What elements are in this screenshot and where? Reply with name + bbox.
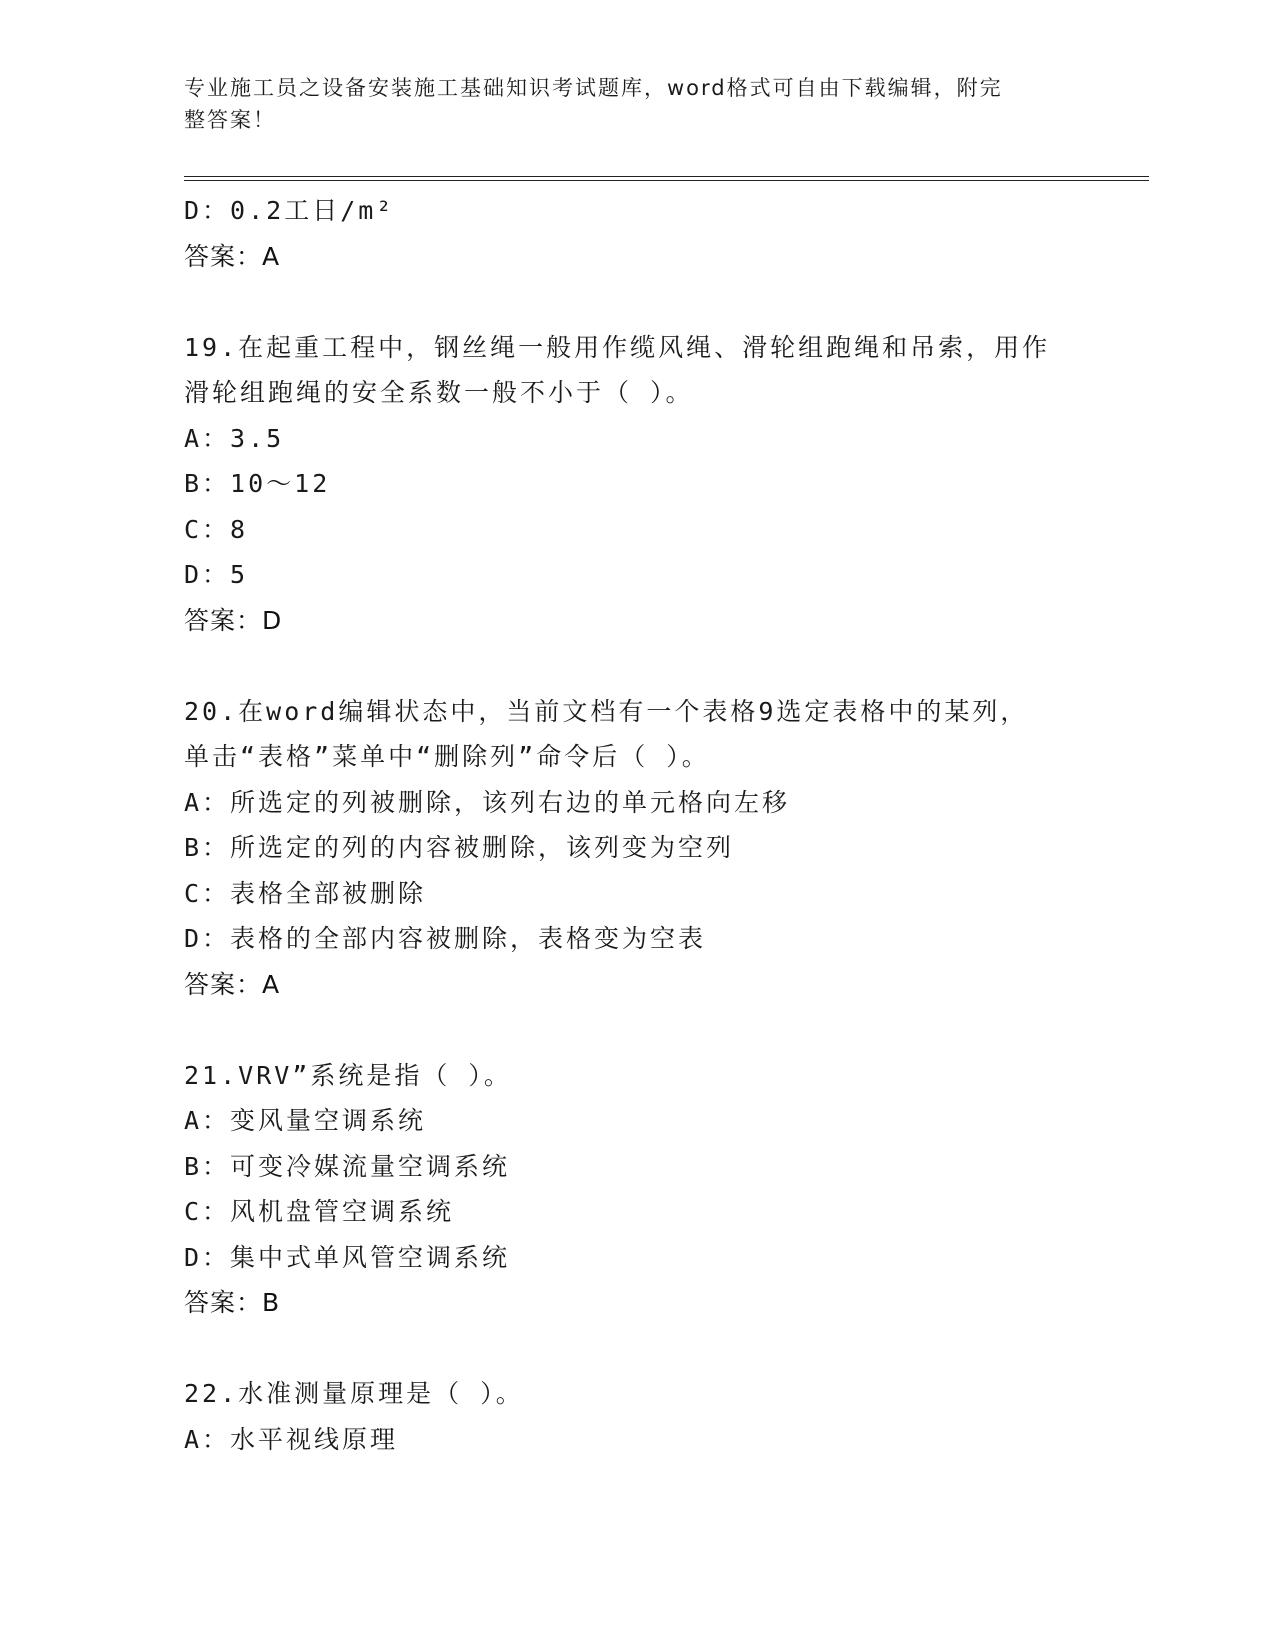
option-a: A：水平视线原理 — [184, 1424, 399, 1454]
question-block-19 — [184, 325, 1149, 644]
header-line-1: 专业施工员之设备安装施工基础知识考试题库，word格式可自由下载编辑，附完 — [184, 76, 1003, 100]
block-spacer — [184, 1007, 1149, 1053]
answer-line: 答案：B — [184, 1288, 281, 1317]
option-b: B：10～12 — [184, 469, 331, 498]
question-block-20 — [184, 689, 1149, 1008]
option-d: D：表格的全部内容被删除，表格变为空表 — [184, 924, 707, 953]
question-text: 19.在起重工程中，钢丝绳一般用作缆风绳、滑轮组跑绳和吊索，用作 — [184, 332, 1051, 362]
option-a: A：所选定的列被删除，该列右边的单元格向左移 — [184, 787, 791, 817]
question-list — [184, 188, 1149, 1462]
option-d: D：5 — [184, 560, 249, 589]
question-block-18 — [184, 188, 1149, 279]
option-d: D：0.2工日/m² — [184, 196, 395, 225]
option-a: A：变风量空调系统 — [184, 1106, 427, 1135]
header-line-2: 整答案！ — [184, 108, 276, 132]
option-c: C：风机盘管空调系统 — [184, 1197, 455, 1226]
question-block-21 — [184, 1053, 1149, 1326]
question-text: 22.水准测量原理是（ ）。 — [184, 1379, 524, 1408]
option-d: D：集中式单风管空调系统 — [184, 1242, 511, 1272]
option-c: C：表格全部被删除 — [184, 878, 427, 908]
answer-line: 答案：A — [184, 969, 281, 999]
block-spacer — [184, 643, 1149, 689]
question-text: 滑轮组跑绳的安全系数一般不小于（ ）。 — [184, 378, 694, 407]
question-text: 21.VRV”系统是指（ ）。 — [184, 1060, 512, 1090]
header-divider-top — [184, 176, 1149, 177]
block-spacer — [184, 279, 1149, 325]
option-b: B：所选定的列的内容被删除，该列变为空列 — [184, 833, 735, 862]
document-header — [184, 72, 1084, 136]
option-c: C：8 — [184, 514, 249, 544]
question-block-22 — [184, 1371, 1149, 1462]
answer-line: 答案：D — [184, 605, 283, 635]
header-divider-bottom — [184, 180, 1149, 181]
option-a: A：3.5 — [184, 423, 285, 453]
question-text: 单击“表格”菜单中“删除列”命令后（ ）。 — [184, 742, 710, 771]
answer-line: 答案：A — [184, 241, 281, 271]
question-text: 20.在word编辑状态中，当前文档有一个表格9选定表格中的某列， — [184, 696, 1029, 726]
block-spacer — [184, 1326, 1149, 1372]
option-b: B：可变冷媒流量空调系统 — [184, 1151, 511, 1181]
